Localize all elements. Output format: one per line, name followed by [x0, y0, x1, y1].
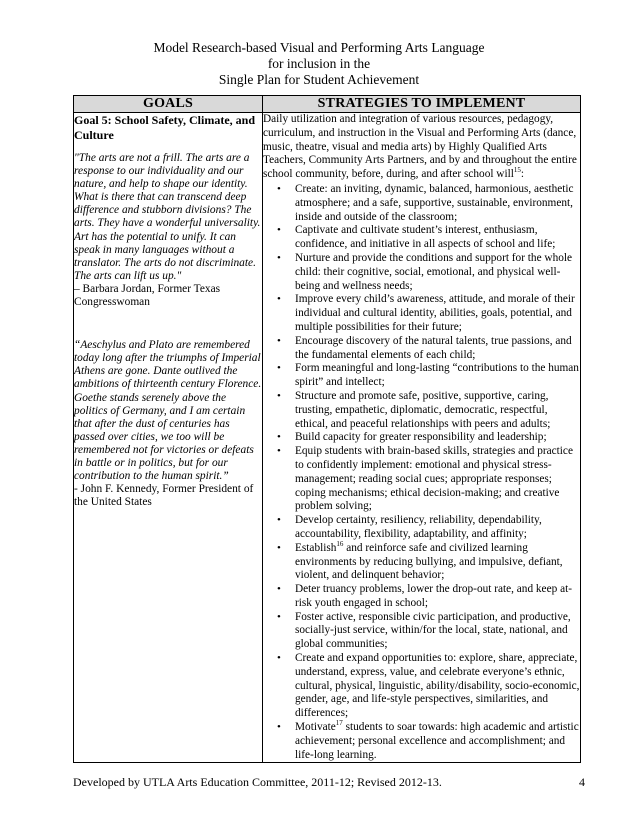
strategy-bullet-item	[263, 362, 580, 390]
bullet-glyph: •	[277, 293, 281, 306]
goals-column-header: GOALS	[74, 96, 263, 113]
strategy-bullet-item	[263, 224, 580, 252]
bullet-glyph: •	[277, 445, 281, 458]
bullet-glyph: •	[277, 583, 281, 596]
strategy-bullet-item	[263, 445, 580, 514]
strategy-bullet-item	[263, 252, 580, 293]
title-line-2: for inclusion in the	[267, 56, 371, 71]
quote-jordan: "The arts are not a frill. The arts are a response to our individuality and our nature, and help to shape our identity. What is there that can transcend deep difference and stubborn divisions? The arts. They have a wonderful universality. Art has the potential to unify. It can speak in many languages without a translator. The arts do not discriminate. The arts can lift us up."	[74, 152, 261, 282]
strategy-bullet-item	[263, 390, 580, 431]
quote-kennedy-attribution: - John F. Kennedy, Former President of the United States	[74, 483, 254, 508]
bullet-text: Nurture and provide the conditions and support for the whole child: their cognitive, social, emotional, and physical well-being and wellness needs;	[295, 251, 573, 292]
strategy-bullet-item	[263, 611, 580, 652]
bullet-text: Motivate	[295, 721, 336, 734]
strategy-bullet-item	[263, 431, 580, 445]
strategy-bullet-item	[263, 539, 580, 583]
page-number: 4	[579, 775, 585, 789]
strategy-intro-text: Daily utilization and integration of various resources, pedagogy, curriculum, and instruction in the Visual and Performing Arts (dance, music, theatre, visual and media arts) by Highly Qualified Arts Teachers, Community Arts Partners, and by and throughout the entire school community, before, during, and after school will	[263, 113, 577, 181]
bullet-text-cont: and reinforce safe and civilized learning environments by reducing bullying, and impulsive, defiant, violent, and delinquent behavior;	[295, 541, 563, 582]
bullet-text: Structure and promote safe, positive, supportive, caring, trusting, empathetic, diplomatic, democratic, respectful, ethical, and peaceful relationships with peers and adults;	[295, 389, 551, 430]
bullet-text: Deter truancy problems, lower the drop-out rate, and keep at-risk youth engaged in school;	[295, 583, 572, 609]
bullet-text: Foster active, responsible civic participation, and productive, socially-just service, within/for the local, state, national, and global communities;	[295, 610, 571, 651]
goals-cell	[74, 113, 263, 763]
bullet-text: Captivate and cultivate student’s interest, enthusiasm, confidence, and initiative in all aspects of school and life;	[295, 224, 556, 251]
bullet-text: Equip students with brain-based skills, strategies and practice to confidently implement: emotional and physical stress-management; reading social cues; appropriate responses; coping mechanisms; ethical decision-making; and creative problem solving;	[295, 445, 573, 513]
bullet-glyph: •	[277, 610, 281, 623]
bullet-glyph: •	[277, 182, 281, 195]
title-line-1: Model Research-based Visual and Performing Arts Language	[153, 40, 485, 55]
strategy-bullet-item	[263, 721, 580, 762]
bullet-text: Create: an inviting, dynamic, balanced, harmonious, aesthetic atmosphere; and a safe, supportive, sustainable, environment, inside and outside of the classroom;	[295, 182, 574, 223]
document-title	[0, 40, 638, 88]
strategy-bullet-item	[263, 293, 580, 334]
bullet-glyph: •	[277, 334, 281, 347]
goal-title: Goal 5: School Safety, Climate, and Culture	[74, 113, 256, 142]
quote-kennedy: “Aeschylus and Plato are remembered today long after the triumphs of Imperial Athens are gone. Dante outlived the ambitions of thirteenth century Florence. Goethe stands serenely above the politics of Germany, and I am certain that after the dust of centuries has passed over cities, we too will be remembered not for victories or defeats in battle or in politics, but for our contribution to the human spirit.”	[74, 339, 262, 483]
bullet-text: Create and expand opportunities to: explore, share, appreciate, understand, express, value, and celebrate everyone’s ethnic, cultural, physical, linguistic, ability/disability, socio-economic, gender, age, and life-style perspectives, similarities, and differences;	[295, 652, 580, 720]
footnote-ref: 17	[335, 719, 343, 728]
bullet-text: Build capacity for greater responsibility and leadership;	[295, 431, 547, 444]
bullet-text: Form meaningful and long-lasting “contributions to the human spirit” and intellect;	[295, 362, 579, 389]
footnote-ref: 16	[336, 539, 344, 548]
bullet-text-cont: students to soar towards: high academic and artistic achievement; personal excellence and accomplishment; and life-long learning.	[295, 721, 579, 761]
bullet-glyph: •	[277, 224, 281, 237]
strategies-cell	[263, 113, 581, 763]
strategy-bullet-item	[263, 335, 580, 363]
strategy-bullet-item	[263, 514, 580, 542]
footnote-ref-15: 15	[513, 166, 521, 175]
goals-strategies-table	[73, 95, 581, 763]
bullet-glyph: •	[277, 652, 281, 665]
bullet-glyph: •	[277, 251, 281, 264]
title-line-3: Single Plan for Student Achievement	[218, 72, 420, 87]
strategy-bullet-item	[263, 652, 580, 721]
bullet-text: Improve every child’s awareness, attitude, and morale of their individual and cultural identity, abilities, goals, potential, and multiple possibilities for their future;	[295, 293, 575, 333]
page-footer	[73, 775, 585, 789]
bullet-glyph: •	[277, 721, 281, 734]
bullet-text: Establish	[295, 541, 337, 554]
strategy-bullet-item	[263, 183, 580, 224]
bullet-glyph: •	[277, 541, 281, 554]
bullet-glyph: •	[277, 431, 281, 444]
bullet-glyph: •	[277, 362, 281, 375]
bullet-glyph: •	[277, 514, 281, 527]
strategies-column-header: STRATEGIES TO IMPLEMENT	[263, 96, 581, 113]
quote-jordan-attribution: – Barbara Jordan, Former Texas Congresswoman	[74, 282, 221, 308]
footer-text: Developed by UTLA Arts Education Committee, 2011-12; Revised 2012-13.	[73, 775, 442, 789]
strategy-intro-end: :	[520, 168, 525, 181]
strategy-intro	[263, 113, 580, 182]
strategy-bullet-item	[263, 583, 580, 611]
bullet-text: Develop certainty, resiliency, reliability, dependability, accountability, flexibility, adaptability, and affinity;	[295, 514, 542, 540]
strategy-bullet-list	[263, 183, 580, 762]
bullet-text: Encourage discovery of the natural talents, true passions, and the fundamental elements of each child;	[295, 334, 572, 361]
bullet-glyph: •	[277, 389, 281, 402]
